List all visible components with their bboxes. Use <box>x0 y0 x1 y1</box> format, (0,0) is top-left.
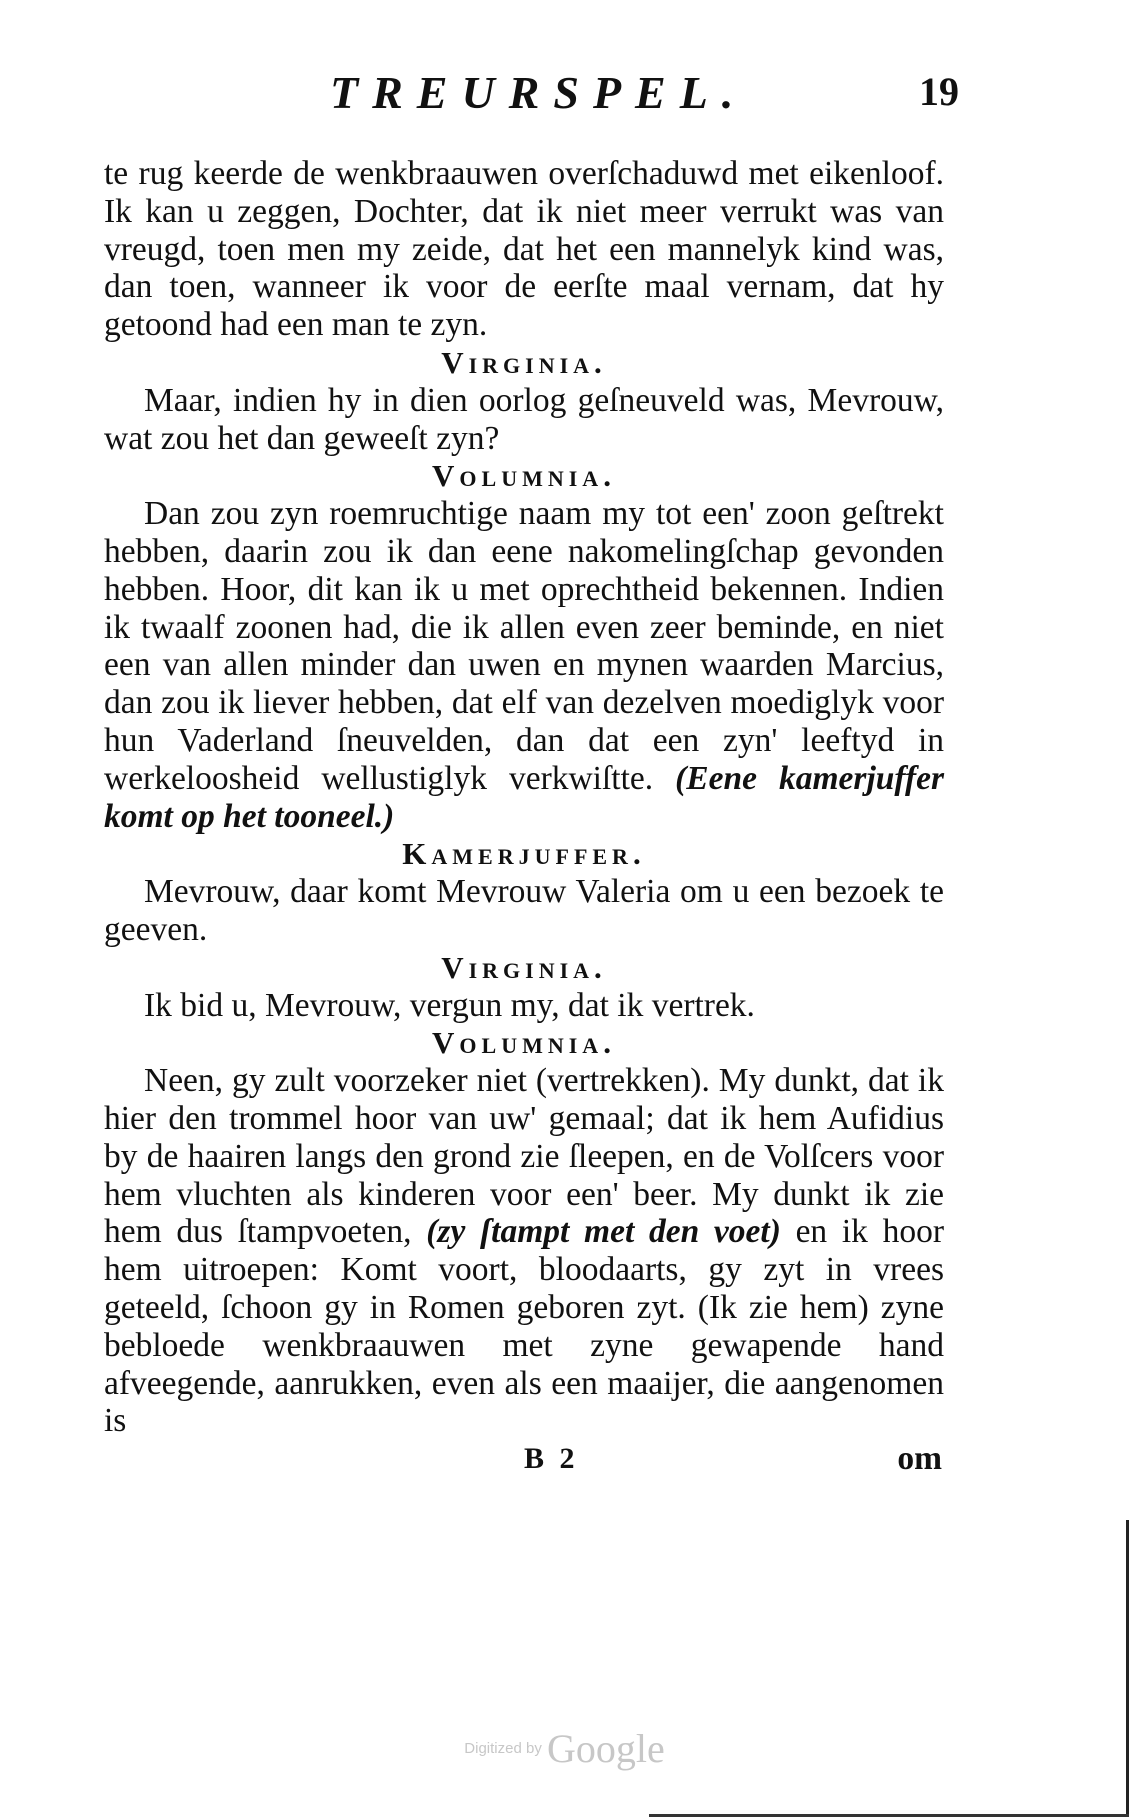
paragraph-text: en ik hoor hem uitroepen: Komt voort, bloodaarts, gy zyt in vrees geteeld, ſchoon gy in Romen geboren zyt. (Ik zie hem) zyne bebloede wenkbraauwen met zyne gewapende hand afveegende, aanrukken, even als een maaijer, die aangenomen is <box>104 1213 945 1440</box>
paragraph-text: Dan zou zyn roemruchtige naam my tot een' zoon geſtrekt hebben, daarin zou ik dan eene nakomelingſchap gevonden hebben. Hoor, dit kan ik u met oprechtheid bekennen. Indien ik twaalf zoonen had, die ik allen even zeer beminde, en niet een van allen minder dan uwen en mynen waarden Marcius, dan zou ik liever hebben, dat elf van dezelven moediglyk voor hun Vaderland ſneuvelden, dan dat een zyn' leeftyd in werkeloosheid wellustiglyk verkwiſtte. <box>104 495 944 797</box>
stage-direction: (Eene kamerjuffer komt op het tooneel.) <box>104 759 945 835</box>
speaker-name: Volumnia. <box>432 1025 616 1061</box>
stage-direction: (zy ſtampt met den voet) <box>426 1213 781 1251</box>
page-number: 19 <box>919 69 959 114</box>
paragraph <box>104 1062 944 1440</box>
watermark-logo: Google <box>546 1726 665 1771</box>
page-header <box>0 60 1129 120</box>
speaker-name: Volumnia. <box>432 458 616 494</box>
watermark-prefix: Digitized by <box>464 1740 542 1757</box>
paragraph: Ik bid u, Mevrouw, vergun my, dat ik vertrek. <box>144 986 755 1024</box>
signature-mark: B 2 <box>524 1442 579 1476</box>
paragraph <box>104 495 944 835</box>
main-text <box>104 155 944 1478</box>
running-title: TREURSPEL. <box>330 67 748 118</box>
paragraph: te rug keerde de wenkbraauwen overſchaduwd met eikenloof. Ik kan u zeggen, Dochter, dat ik niet meer verrukt was van vreugd, toen men my zeide, dat het een mannelyk kind was, dan toen, wanneer ik voor de eerſte maal vernam, dat hy getoond had een man te zyn. <box>104 155 944 344</box>
speaker-name: Kamerjuffer. <box>402 836 646 872</box>
speaker-name: Virginia. <box>441 949 607 985</box>
catchword: om <box>897 1440 942 1478</box>
paragraph: Mevrouw, daar komt Mevrouw Valeria om u een bezoek te geeven. <box>104 873 944 948</box>
speaker-name: Virginia. <box>441 344 607 380</box>
digitized-watermark <box>0 1725 1129 1772</box>
paragraph-text: Neen, gy zult voorzeker niet (vertrekken). My dunkt, dat ik hier den trommel hoor van uw' gemaal; dat ik hem Aufidius by de haairen langs den grond zie ſleepen, en de Volſcers voor hem vluchten als kinderen voor een' beer. My dunkt ik zie hem dus ſtampvoeten, <box>104 1062 944 1251</box>
page-footer <box>104 1440 944 1478</box>
paragraph: Maar, indien hy in dien oorlog geſneuveld was, Mevrouw, wat zou het dan geweeſt zyn? <box>104 381 944 457</box>
